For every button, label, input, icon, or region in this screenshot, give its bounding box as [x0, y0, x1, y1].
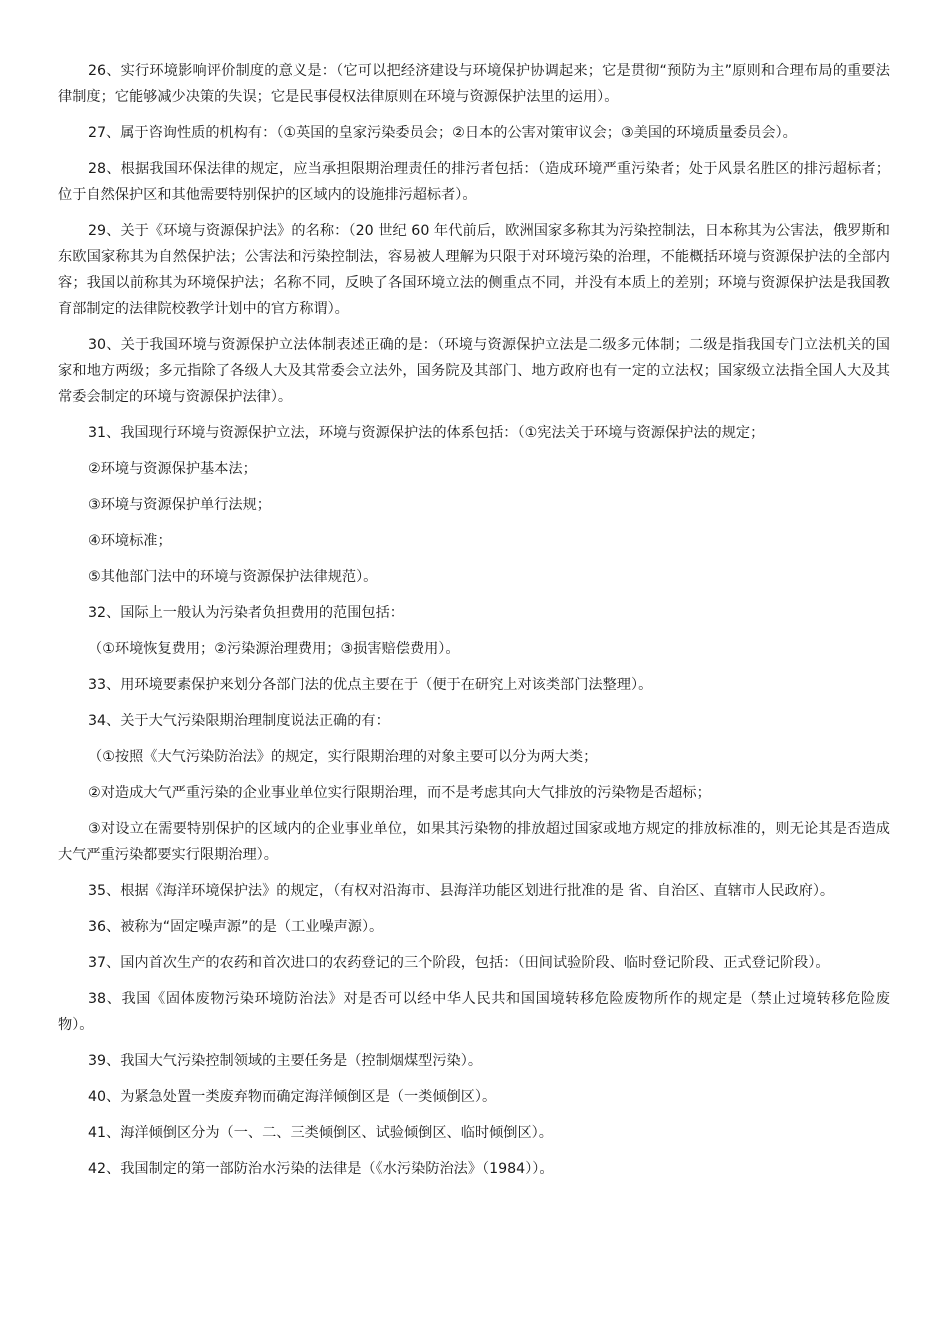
paragraph-42: 42、我国制定的第一部防治水污染的法律是（《水污染防治法》（1984））。 [88, 1161, 554, 1177]
paragraph-26: 26、实行环境影响评价制度的意义是：（它可以把经济建设与环境保护协调起来；它是贯彻“预防为主”原则和合理布局的重要法律制度；它能够减少决策的失误；它是民事侵权法律原则在环境与资源保护法里的运用）。 [58, 63, 890, 105]
paragraph-34: 34、关于大气污染限期治理制度说法正确的有： [88, 713, 390, 729]
paragraph-31: 31、我国现行环境与资源保护立法，环境与资源保护法的体系包括：（①宪法关于环境与资源保护法的规定； [88, 425, 765, 441]
paragraph-32: 32、国际上一般认为污染者负担费用的范围包括： [88, 605, 404, 621]
paragraph-33: 33、用环境要素保护来划分各部门法的优点主要在于（便于在研究上对该类部门法整理）。 [88, 677, 653, 693]
paragraph-36: 36、被称为“固定噪声源”的是（工业噪声源）。 [88, 919, 384, 935]
paragraph-30: 30、关于我国环境与资源保护立法体制表述正确的是：（环境与资源保护立法是二级多元体制；二级是指我国专门立法机关的国家和地方两级；多元指除了各级人大及其常委会立法外，国务院及其部门、地方政府也有一定的立法权；国家级立法指全国人大及其常委会制定的环境与资源保护法律）。 [58, 337, 890, 405]
paragraph-35: 35、根据《海洋环境保护法》的规定，（有权对沿海市、县海洋功能区划进行批准的是 省、自治区、直辖市人民政府）。 [88, 883, 835, 899]
paragraph-28: 28、根据我国环保法律的规定，应当承担限期治理责任的排污者包括：（造成环境严重污染者；处于风景名胜区的排污超标者；位于自然保护区和其他需要特别保护的区域内的设施排污超标者）。 [58, 161, 890, 203]
paragraph-29: 29、关于《环境与资源保护法》的名称：（20 世纪 60 年代前后，欧洲国家多称其为污染控制法，日本称其为公害法，俄罗斯和东欧国家称其为自然保护法；公害法和污染控制法，容易被人理解为只限于对环境污染的治理，不能概括环境与资源保护法的全部内容；我国以前称其为环境保护法；名称不同，反映了各国环境立法的侧重点不同，并没有本质上的差别；环境与资源保护法是我国教育部制定的法律院校教学计划中的官方称谓）。 [58, 223, 890, 317]
paragraph-38: 38、我国《固体废物污染环境防治法》对是否可以经中华人民共和国国境转移危险废物所作的规定是（禁止过境转移危险废物）。 [58, 991, 890, 1033]
paragraph-32-answer: （①环境恢复费用；②污染源治理费用；③损害赔偿费用）。 [88, 641, 460, 657]
paragraph-34-item-2: ②对造成大气严重污染的企业事业单位实行限期治理，而不是考虑其向大气排放的污染物是否超标； [88, 785, 711, 801]
paragraph-31-item-3: ③环境与资源保护单行法规； [88, 497, 271, 513]
paragraph-34-item-1: （①按照《大气污染防治法》的规定，实行限期治理的对象主要可以分为两大类； [88, 749, 598, 765]
paragraph-31-item-5: ⑤其他部门法中的环境与资源保护法律规范）。 [88, 569, 378, 585]
paragraph-27: 27、属于咨询性质的机构有：（①英国的皇家污染委员会；②日本的公害对策审议会；③美国的环境质量委员会）。 [88, 125, 797, 141]
paragraph-37: 37、国内首次生产的农药和首次进口的农药登记的三个阶段，包括：（田间试验阶段、临时登记阶段、正式登记阶段）。 [88, 955, 830, 971]
paragraph-31-item-2: ②环境与资源保护基本法； [88, 461, 257, 477]
paragraph-34-item-3: ③对设立在需要特别保护的区域内的企业事业单位，如果其污染物的排放超过国家或地方规定的排放标准的，则无论其是否造成大气严重污染都要实行限期治理）。 [58, 821, 890, 863]
paragraph-31-item-4: ④环境标准； [88, 533, 172, 549]
paragraph-39: 39、我国大气污染控制领域的主要任务是（控制烟煤型污染）。 [88, 1053, 483, 1069]
paragraph-41: 41、海洋倾倒区分为（一、二、三类倾倒区、试验倾倒区、临时倾倒区）。 [88, 1125, 553, 1141]
paragraph-40: 40、为紧急处置一类废弃物而确定海洋倾倒区是（一类倾倒区）。 [88, 1089, 497, 1105]
